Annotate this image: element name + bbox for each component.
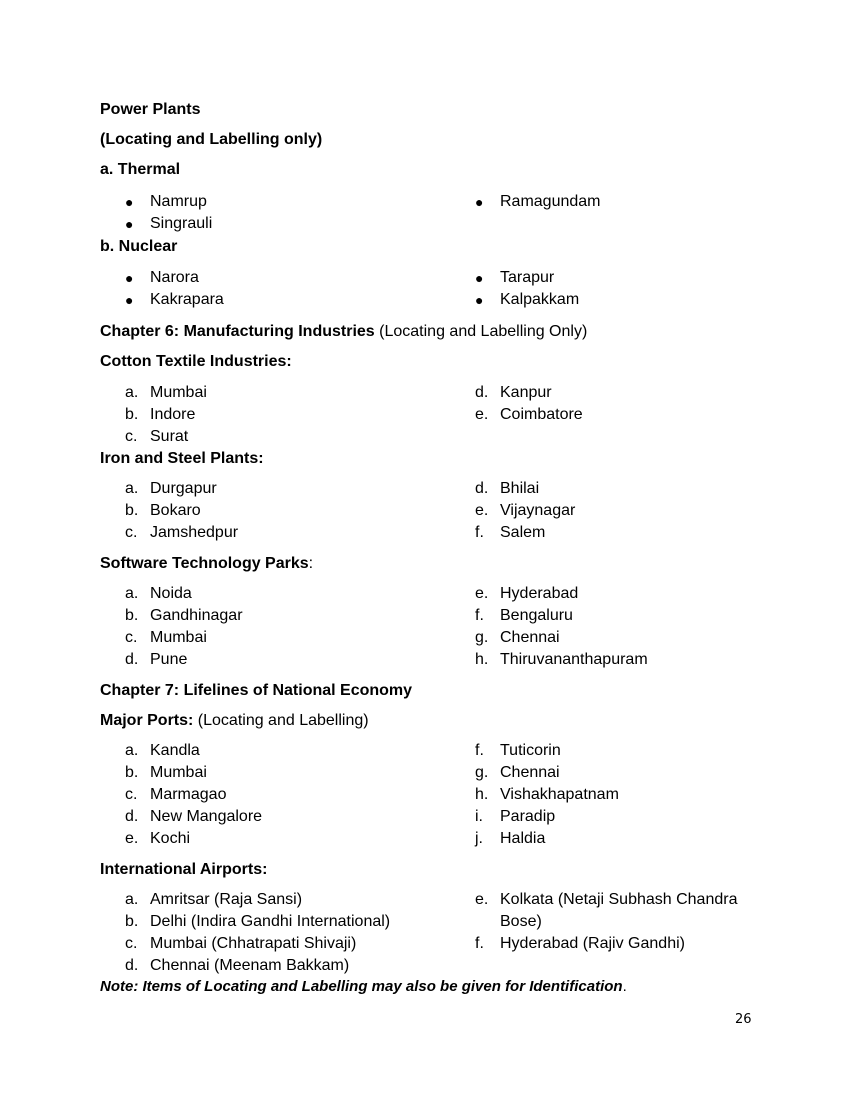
list-item-text: Delhi (Indira Gandhi International) bbox=[150, 913, 391, 930]
list-marker: f. bbox=[475, 935, 484, 952]
chapter6-title-note: (Locating and Labelling Only) bbox=[374, 323, 588, 340]
list-marker: c. bbox=[125, 786, 138, 803]
list-marker: e. bbox=[125, 830, 139, 847]
list-item-text: Paradip bbox=[500, 808, 556, 825]
list-marker: d. bbox=[125, 957, 139, 974]
software-heading bbox=[100, 555, 313, 573]
iron-steel-heading: Iron and Steel Plants: bbox=[100, 450, 264, 467]
list-marker: e. bbox=[475, 502, 489, 519]
list-item-text: Noida bbox=[150, 585, 192, 602]
list-marker: b. bbox=[125, 913, 139, 930]
cotton-heading: Cotton Textile Industries: bbox=[100, 353, 292, 370]
list-item-text: Vishakhapatnam bbox=[500, 786, 619, 803]
list-item-text: Salem bbox=[500, 524, 546, 541]
list-item-text: Haldia bbox=[500, 830, 546, 847]
list-marker: d. bbox=[125, 808, 139, 825]
list-item-text: Kalpakkam bbox=[500, 291, 580, 308]
list-item-text: Bengaluru bbox=[500, 607, 573, 624]
thermal-heading: a. Thermal bbox=[100, 161, 181, 178]
list-marker: d. bbox=[475, 480, 489, 497]
list-marker: c. bbox=[125, 524, 138, 541]
chapter7-title: Chapter 7: Lifelines of National Economy bbox=[100, 682, 413, 699]
list-marker: e. bbox=[475, 406, 489, 423]
power-plants-heading: Power Plants bbox=[100, 101, 201, 118]
airports-heading: International Airports: bbox=[100, 861, 268, 878]
list-item-text: Kanpur bbox=[500, 384, 552, 401]
list-marker: f. bbox=[475, 607, 484, 624]
list-marker: a. bbox=[125, 585, 139, 602]
list-item-text: Tuticorin bbox=[500, 742, 561, 759]
list-item-text: Marmagao bbox=[150, 786, 227, 803]
list-marker: e. bbox=[475, 585, 489, 602]
list-item-text: Indore bbox=[150, 406, 196, 423]
list-item-text: Amritsar (Raja Sansi) bbox=[150, 891, 303, 908]
list-marker: b. bbox=[125, 607, 139, 624]
list-marker: c. bbox=[125, 428, 138, 445]
bullet-icon: ● bbox=[475, 194, 484, 210]
list-marker: d. bbox=[475, 384, 489, 401]
list-item-text: Narora bbox=[150, 269, 199, 286]
ports-heading bbox=[100, 712, 369, 730]
list-item-text: Mumbai bbox=[150, 764, 207, 781]
list-item-text: Kochi bbox=[150, 830, 191, 847]
list-marker: b. bbox=[125, 406, 139, 423]
list-item-text: Bokaro bbox=[150, 502, 201, 519]
list-marker: h. bbox=[475, 651, 489, 668]
list-marker: d. bbox=[125, 651, 139, 668]
software-heading-bold: Software Technology Parks bbox=[100, 555, 309, 572]
list-marker: j. bbox=[475, 830, 483, 847]
bullet-icon: ● bbox=[125, 270, 134, 286]
page-number: 26 bbox=[735, 1012, 752, 1027]
bullet-icon: ● bbox=[125, 194, 134, 210]
nuclear-heading: b. Nuclear bbox=[100, 238, 178, 255]
list-item-text: Gandhinagar bbox=[150, 607, 243, 624]
list-marker: g. bbox=[475, 629, 489, 646]
list-item-text: New Mangalore bbox=[150, 808, 263, 825]
list-marker: a. bbox=[125, 742, 139, 759]
list-item-text: Hyderabad (Rajiv Gandhi) bbox=[500, 935, 685, 952]
list-marker: a. bbox=[125, 384, 139, 401]
list-item-text: Chennai bbox=[500, 764, 560, 781]
list-item-text: Kandla bbox=[150, 742, 200, 759]
list-item-text: Chennai bbox=[500, 629, 560, 646]
list-item-text: Kakrapara bbox=[150, 291, 224, 308]
list-marker: h. bbox=[475, 786, 489, 803]
list-item-text: Hyderabad bbox=[500, 585, 579, 602]
list-marker: b. bbox=[125, 502, 139, 519]
list-marker: c. bbox=[125, 629, 138, 646]
ports-heading-bold: Major Ports: bbox=[100, 712, 194, 729]
bullet-icon: ● bbox=[475, 270, 484, 286]
chapter6-title bbox=[100, 323, 587, 341]
software-heading-suffix: : bbox=[308, 555, 314, 572]
list-marker: b. bbox=[125, 764, 139, 781]
bullet-icon: ● bbox=[125, 216, 134, 232]
bullet-icon: ● bbox=[475, 292, 484, 308]
list-marker: f. bbox=[475, 524, 484, 541]
list-item-text: Surat bbox=[150, 428, 189, 445]
list-item-text: Coimbatore bbox=[500, 406, 583, 423]
list-marker: e. bbox=[475, 891, 489, 908]
list-item-text: Vijaynagar bbox=[500, 502, 576, 519]
bullet-icon: ● bbox=[125, 292, 134, 308]
list-item-text: Mumbai bbox=[150, 629, 207, 646]
list-item-text: Mumbai (Chhatrapati Shivaji) bbox=[150, 935, 357, 952]
list-item-text: Chennai (Meenam Bakkam) bbox=[150, 957, 350, 974]
list-marker: a. bbox=[125, 480, 139, 497]
list-marker: g. bbox=[475, 764, 489, 781]
list-item-text: Ramagundam bbox=[500, 193, 601, 210]
list-item-text: Tarapur bbox=[500, 269, 555, 286]
power-plants-subheading: (Locating and Labelling only) bbox=[100, 131, 323, 148]
list-item-text: Durgapur bbox=[150, 480, 217, 497]
chapter6-title-bold: Chapter 6: Manufacturing Industries bbox=[100, 323, 375, 340]
list-marker: c. bbox=[125, 935, 138, 952]
list-marker: i. bbox=[475, 808, 483, 825]
list-item-text: Pune bbox=[150, 651, 188, 668]
note-suffix: . bbox=[622, 978, 627, 995]
list-item-text: Thiruvananthapuram bbox=[500, 651, 648, 668]
note-text: Note: Items of Locating and Labelling may also be given for Identification bbox=[100, 978, 623, 995]
list-item-text: Mumbai bbox=[150, 384, 207, 401]
list-item-text: Bhilai bbox=[500, 480, 540, 497]
list-item-text: Kolkata (Netaji Subhash Chandra bbox=[500, 891, 738, 908]
list-marker: f. bbox=[475, 742, 484, 759]
list-item-text: Singrauli bbox=[150, 215, 213, 232]
list-item-text: Bose) bbox=[500, 913, 542, 930]
list-item-text: Namrup bbox=[150, 193, 207, 210]
ports-heading-note: (Locating and Labelling) bbox=[193, 712, 369, 729]
list-item-text: Jamshedpur bbox=[150, 524, 239, 541]
list-marker: a. bbox=[125, 891, 139, 908]
note bbox=[100, 978, 627, 995]
